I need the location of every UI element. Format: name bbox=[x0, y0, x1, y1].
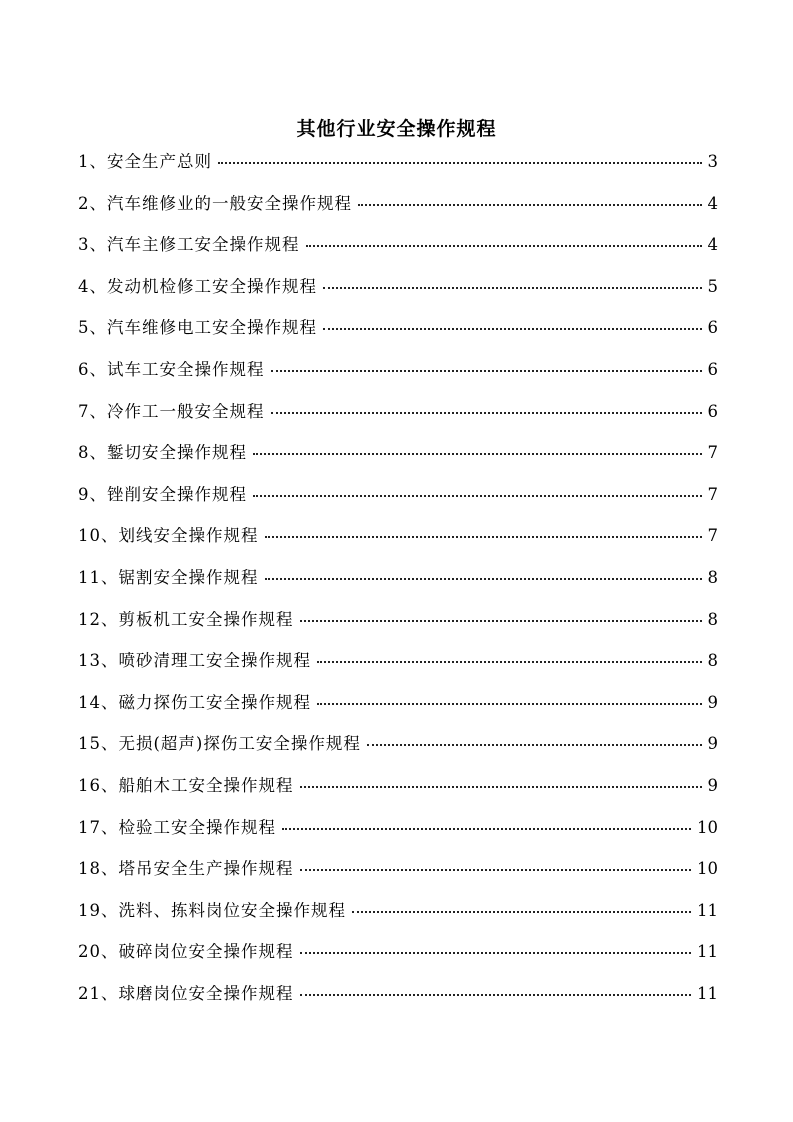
toc-entry-number: 17、 bbox=[78, 817, 119, 837]
toc-entry[interactable] bbox=[78, 774, 718, 816]
toc-entry-title: 锯割安全操作规程 bbox=[118, 567, 259, 587]
toc-dot-leader bbox=[358, 200, 702, 206]
toc-entry-page: 7 bbox=[707, 484, 718, 504]
toc-entry-page: 4 bbox=[707, 235, 718, 255]
toc-entry-number: 18、 bbox=[78, 859, 119, 879]
toc-entry[interactable] bbox=[78, 358, 718, 400]
toc-entry-title: 球磨岗位安全操作规程 bbox=[118, 983, 294, 1003]
toc-entry-page: 9 bbox=[707, 734, 718, 754]
toc-dot-leader bbox=[271, 366, 702, 372]
toc-entry-number: 15、 bbox=[78, 734, 119, 754]
toc-entry-page: 3 bbox=[707, 152, 718, 171]
toc-entry[interactable] bbox=[78, 275, 718, 317]
toc-entry-page: 9 bbox=[707, 775, 718, 795]
toc-entry-title: 发动机检修工安全操作规程 bbox=[107, 276, 317, 296]
toc-dot-leader bbox=[317, 699, 702, 705]
toc-entry[interactable] bbox=[78, 982, 718, 1024]
toc-entry-title: 锉削安全操作规程 bbox=[107, 484, 247, 504]
toc-entry-title: 船舶木工安全操作规程 bbox=[118, 775, 294, 795]
toc-entry-title: 磁力探伤工安全操作规程 bbox=[118, 692, 311, 712]
toc-entry-page: 11 bbox=[697, 900, 718, 920]
toc-entry-page: 7 bbox=[707, 443, 718, 463]
toc-dot-leader bbox=[300, 990, 692, 996]
toc-entry-title: 洗料、拣料岗位安全操作规程 bbox=[118, 900, 346, 920]
toc-entry-number: 1、 bbox=[78, 152, 107, 171]
toc-entry-number: 3、 bbox=[78, 235, 107, 255]
toc-entry[interactable] bbox=[78, 691, 718, 733]
toc-entry[interactable] bbox=[78, 857, 718, 899]
toc-entry[interactable] bbox=[78, 441, 718, 483]
toc-entry-number: 7、 bbox=[78, 401, 107, 421]
toc-entry-number: 20、 bbox=[78, 942, 119, 962]
toc-entry-number: 16、 bbox=[78, 775, 119, 795]
toc-entry-page: 6 bbox=[707, 401, 718, 421]
toc-dot-leader bbox=[367, 740, 702, 746]
toc-entry[interactable] bbox=[78, 316, 718, 358]
toc-entry-page: 11 bbox=[697, 942, 718, 962]
document-title: 其他行业安全操作规程 bbox=[296, 118, 497, 140]
toc-entry-title: 划线安全操作规程 bbox=[118, 526, 259, 546]
toc-dot-leader bbox=[323, 283, 702, 289]
toc-entry-number: 14、 bbox=[78, 692, 119, 712]
toc-entry-page: 8 bbox=[707, 651, 718, 671]
toc-entry-title: 破碎岗位安全操作规程 bbox=[118, 942, 294, 962]
toc-entry-page: 4 bbox=[707, 193, 718, 213]
toc-entry[interactable] bbox=[78, 400, 718, 442]
toc-entry-page: 7 bbox=[707, 526, 718, 546]
toc-entry-title: 冷作工一般安全规程 bbox=[107, 401, 265, 421]
toc-entry[interactable] bbox=[78, 899, 718, 941]
toc-dot-leader bbox=[300, 616, 702, 622]
toc-entry-number: 9、 bbox=[78, 484, 107, 504]
toc-dot-leader bbox=[282, 824, 691, 830]
toc-entry[interactable] bbox=[78, 566, 718, 608]
toc-entry-title: 汽车主修工安全操作规程 bbox=[107, 235, 300, 255]
toc-entry[interactable] bbox=[78, 192, 718, 234]
toc-entry-number: 10、 bbox=[78, 526, 119, 546]
toc-dot-leader bbox=[265, 532, 702, 538]
toc-entry[interactable] bbox=[78, 233, 718, 275]
toc-entry[interactable] bbox=[78, 649, 718, 691]
toc-entry-number: 19、 bbox=[78, 900, 119, 920]
toc-entry-title: 检验工安全操作规程 bbox=[118, 817, 276, 837]
toc-entry-page: 8 bbox=[707, 567, 718, 587]
toc-entry[interactable] bbox=[78, 940, 718, 982]
toc-entry-number: 5、 bbox=[78, 318, 107, 338]
toc-entry-page: 6 bbox=[707, 359, 718, 379]
toc-dot-leader bbox=[253, 491, 702, 497]
toc-entry[interactable] bbox=[78, 816, 718, 858]
toc-entry-title: 汽车维修电工安全操作规程 bbox=[107, 318, 317, 338]
toc-entry-title: 安全生产总则 bbox=[107, 152, 212, 171]
toc-entry-page: 10 bbox=[697, 859, 718, 879]
toc-entry[interactable] bbox=[78, 732, 718, 774]
toc-entry-number: 8、 bbox=[78, 443, 107, 463]
toc-entry-title: 塔吊安全生产操作规程 bbox=[118, 859, 294, 879]
toc-entry-title: 喷砂清理工安全操作规程 bbox=[118, 651, 311, 671]
toc-entry-number: 21、 bbox=[78, 983, 119, 1003]
toc-entry-number: 11、 bbox=[78, 567, 119, 587]
toc-entry-number: 12、 bbox=[78, 609, 119, 629]
toc-entry-page: 6 bbox=[707, 318, 718, 338]
toc-entry-number: 2、 bbox=[78, 193, 107, 213]
toc-entry-title: 汽车维修业的一般安全操作规程 bbox=[107, 193, 352, 213]
table-of-contents bbox=[78, 150, 718, 1023]
toc-entry[interactable] bbox=[78, 150, 718, 192]
toc-entry-number: 6、 bbox=[78, 359, 107, 379]
toc-entry-page: 9 bbox=[707, 692, 718, 712]
toc-entry-title: 剪板机工安全操作规程 bbox=[118, 609, 294, 629]
toc-entry-number: 13、 bbox=[78, 651, 119, 671]
toc-entry[interactable] bbox=[78, 483, 718, 525]
toc-dot-leader bbox=[323, 324, 702, 330]
toc-entry-title: 錾切安全操作规程 bbox=[107, 443, 247, 463]
toc-dot-leader bbox=[271, 408, 702, 414]
toc-entry-page: 5 bbox=[707, 276, 718, 296]
toc-dot-leader bbox=[218, 158, 702, 164]
toc-dot-leader bbox=[300, 782, 702, 788]
toc-dot-leader bbox=[352, 907, 691, 913]
toc-dot-leader bbox=[300, 865, 692, 871]
toc-entry-title: 无损(超声)探伤工安全操作规程 bbox=[118, 734, 361, 754]
toc-entry[interactable] bbox=[78, 608, 718, 650]
toc-dot-leader bbox=[253, 449, 702, 455]
toc-entry-number: 4、 bbox=[78, 276, 107, 296]
toc-dot-leader bbox=[317, 657, 702, 663]
toc-entry-page: 8 bbox=[707, 609, 718, 629]
toc-entry-page: 11 bbox=[697, 983, 718, 1003]
toc-dot-leader bbox=[300, 948, 692, 954]
toc-entry-page: 10 bbox=[697, 817, 718, 837]
toc-entry-title: 试车工安全操作规程 bbox=[107, 359, 265, 379]
toc-dot-leader bbox=[265, 574, 702, 580]
toc-entry[interactable] bbox=[78, 524, 718, 566]
toc-dot-leader bbox=[306, 241, 702, 247]
